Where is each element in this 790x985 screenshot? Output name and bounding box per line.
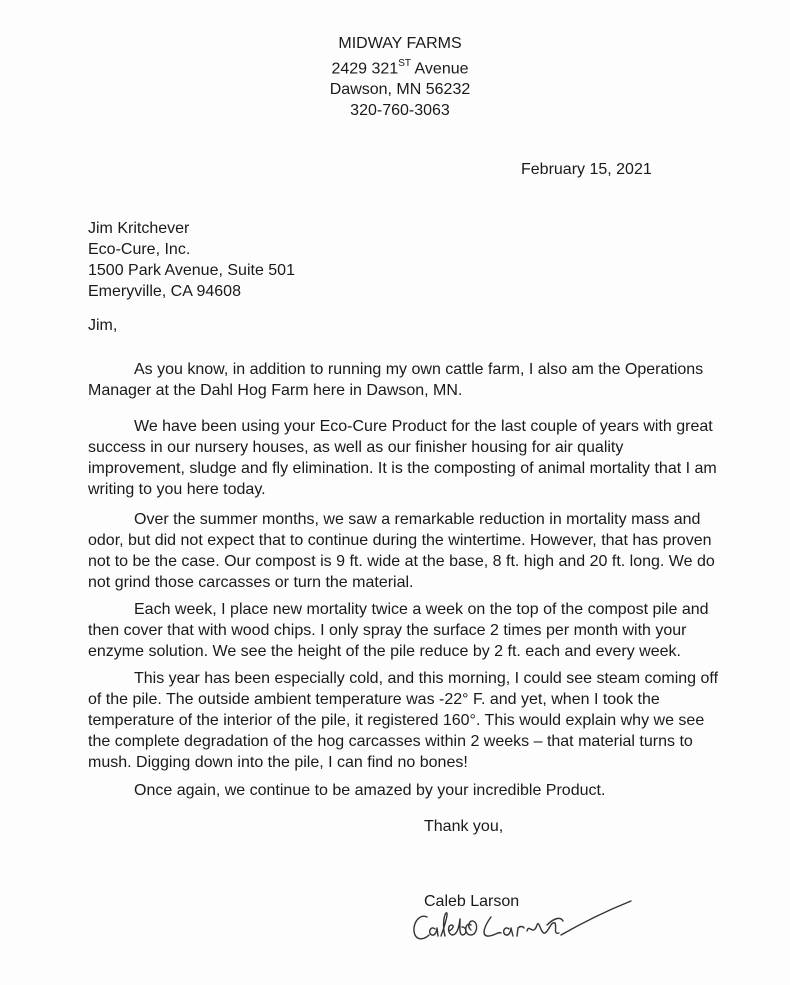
company-street: [0, 54, 790, 79]
company-phone: 320-760-3063: [350, 102, 450, 120]
paragraph-5: This year has been especially cold, and this morning, I could see steam coming off of the pile. The outside ambient temperature was -22° F. and yet, when I took the temperature of the interior of the pile, it registered 160°. This would explain why we see the complete degradation of the hog carcasses within 2 weeks – that material turns to mush. Digging down into the pile, I can find no bones!: [88, 670, 719, 771]
street-suffix: ST: [398, 58, 411, 69]
paragraph-4: Each week, I place new mortality twice a week on the top of the compost pile and then cover that with wood chips. I only spray the surface 2 times per month with your enzyme solution. We see the height of the pile reduce by 2 ft. each and every week.: [88, 601, 709, 660]
recipient-city: Emeryville, CA 94608: [88, 283, 241, 300]
handwritten-signature-icon: [405, 895, 645, 955]
paragraph-3: Over the summer months, we saw a remarkable reduction in mortality mass and odor, but did not expect that to continue during the wintertime. However, that has proven not to be the case. Our compost is 9 ft. wide at the base, 8 ft. high and 20 ft. long. We do not grind those carcasses or turn the material.: [88, 511, 715, 591]
paragraph-1: As you know, in addition to running my own cattle farm, I also am the Operations Manager at the Dahl Hog Farm here in Dawson, MN.: [88, 361, 704, 399]
recipient-address: [88, 218, 295, 302]
company-name: MIDWAY FARMS: [338, 35, 462, 52]
recipient-name: Jim Kritchever: [88, 220, 190, 237]
paragraph-2: We have been using your Eco-Cure Product for the last couple of years with great success in our nursery houses, as well as our finisher housing for air quality improvement, sludge and fly elimination. It is the composting of animal mortality that I am writing to you here today.: [88, 418, 717, 498]
company-city: Dawson, MN 56232: [329, 81, 471, 99]
salutation: Jim,: [88, 317, 118, 334]
signer-name: Caleb Larson: [424, 893, 520, 910]
street-name: Avenue: [410, 60, 469, 78]
recipient-street: 1500 Park Avenue, Suite 501: [88, 262, 295, 279]
closing: Thank you,: [424, 818, 504, 835]
recipient-company: Eco-Cure, Inc.: [88, 241, 191, 258]
letterhead: [0, 33, 790, 121]
street-number: 2429 321: [331, 60, 399, 78]
paragraph-6: Once again, we continue to be amazed by your incredible Product.: [134, 782, 606, 799]
letter-date: February 15, 2021: [521, 161, 652, 178]
